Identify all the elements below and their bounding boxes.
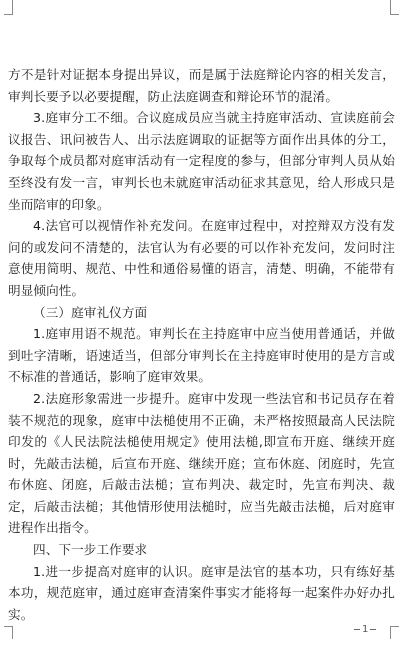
paragraph-continuation: 方不是针对证据本身提出异议，而是属于法庭辩论内容的相关发言，审判长要予以必要提醒，防止法庭调查和辩论环节的混淆。	[8, 67, 395, 104]
page-number-value: 1	[362, 624, 369, 635]
page-number-dash-right	[370, 629, 376, 630]
document-body	[8, 64, 395, 625]
paragraph-etiquette-2: 2.法庭形象需进一步提升。庭审中发现一些法官和书记员存在着装不规范的现象，庭审中法槌使用不正确，未严格按照最高人民法院印发的《人民法院法槌使用规定》使用法槌,即宣布开庭、继续开庭时，先敲击法槌，后宣布开庭、继续开庭；宣布休庭、闭庭时，先宣布休庭、闭庭，后敲击法槌；宣布判决、裁定时，先宣布判决、裁定，后敲击法槌；其他情形使用法槌时，应当先敲击法槌，后对庭审进程作出指令。	[8, 390, 395, 536]
page-number-dash-left	[354, 629, 360, 630]
paragraph-item-4: 4.法官可以视情作补充发问。在庭审过程中，对控辩双方没有发问的或发问不清楚的，法官认为有必要的可以作补充发问，发问时注意使用简明、规范、中性和通俗易懂的语言，清楚、明确，不能带有明显倾向性。	[8, 218, 395, 298]
crop-mark-top-right	[390, 0, 399, 15]
section-heading-next-steps: 四、下一步工作要求	[33, 542, 148, 558]
crop-mark-top-left	[4, 0, 13, 15]
paragraph-item-3: 3.庭审分工不细。合议庭成员应当就主持庭审活动、宣读庭前会议报告、讯问被告人、出示法庭调取的证据等方面作出具体的分工，争取每个成员都对庭审活动有一定程度的参与，但部分审判人员从始至终没有发一言，审判长也未就庭审活动征求其意见，给人形成只是坐而陪审的印象。	[8, 110, 395, 212]
crop-mark-bottom-right	[390, 626, 399, 639]
crop-mark-bottom-left	[4, 626, 13, 639]
paragraph-etiquette-1: 1.庭审用语不规范。审判长在主持庭审中应当使用普通话，并做到吐字清晰，语速适当，但部分审判长在主持庭审时使用的是方言或不标准的普通话，影响了庭审效果。	[8, 326, 395, 385]
paragraph-next-steps-1: 1.进一步提高对庭审的认识。庭审是法官的基本功，只有练好基本功，规范庭审，通过庭审查清案件事实才能将每一起案件办好办扎实。	[8, 563, 395, 622]
section-heading-etiquette: （三）庭审礼仪方面	[33, 304, 148, 320]
page-number	[352, 624, 378, 635]
